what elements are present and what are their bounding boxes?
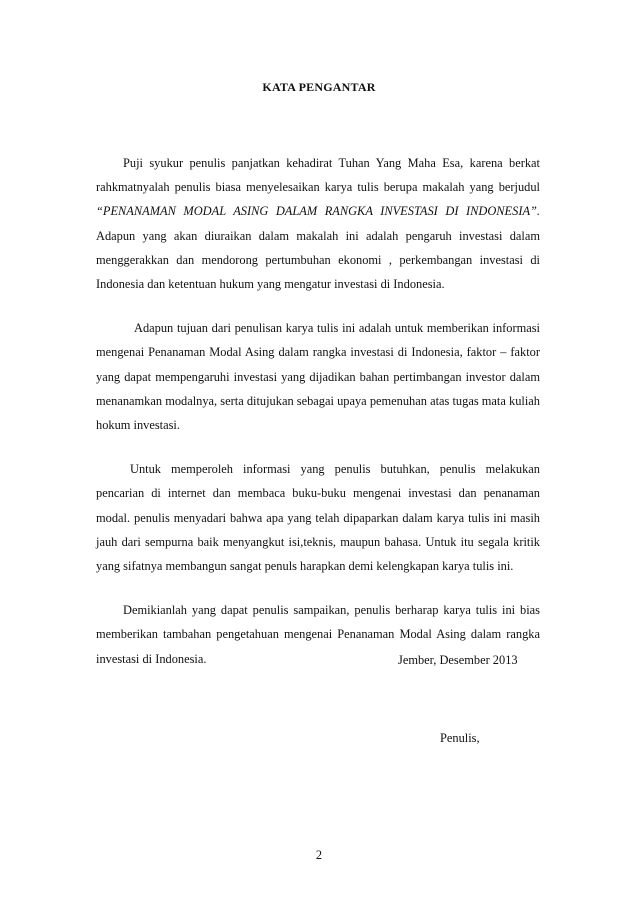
paragraph-intro-text: Puji syukur penulis panjatkan kehadirat Tuhan Yang Maha Esa, karena berkat rahkmatnyalah penulis biasa menyelesaikan karya tulis berupa makalah yang berjudul <box>96 156 540 195</box>
place-date: Jember, Desember 2013 <box>398 653 518 667</box>
paragraph-intro <box>96 151 540 296</box>
paragraph-method: Untuk memperoleh informasi yang penulis butuhkan, penulis melakukan pencarian di internet dan membaca buku-buku mengenai investasi dan penanaman modal. penulis menyadari bahwa apa yang telah dipaparkan dalam karya tulis ini masih jauh dari sempurna baik menyangkut isi,teknis, maupun bahasa. Untuk itu segala kritik yang sifatnya membangun sangat penuls harapkan demi kelengkapan karya tulis ini. <box>96 462 540 574</box>
page-title: KATA PENGANTAR <box>262 80 376 94</box>
signature-label: Penulis, <box>440 731 480 745</box>
body-text <box>96 151 540 671</box>
paragraph-closing: Demikianlah yang dapat penulis sampaikan, penulis berharap karya tulis ini bias memberikan tambahan pengetahuan mengenai Penanaman Modal Asing dalam rangka investasi di Indonesia. <box>96 603 540 666</box>
page-number: 2 <box>315 848 323 862</box>
paragraph-purpose: Adapun tujuan dari penulisan karya tulis ini adalah untuk memberikan informasi mengenai Penanaman Modal Asing dalam rangka investasi di Indonesia, faktor – faktor yang dapat mempengaruhi investasi yang dijadikan bahan pertimbangan investor dalam menanamkan modalnya, serta ditujukan sebagai upaya pemenuhan atas tugas mata kuliah hokum investasi. <box>96 321 540 433</box>
paragraph-intro-text-continued: Adapun yang akan diuraikan dalam makalah ini adalah pengaruh investasi dalam menggerakkan dan mendorong pertumbuhan ekonomi , perkembangan investasi di Indonesia dan ketentuan hukum yang mengatur investasi di Indonesia. <box>96 228 540 292</box>
makalah-title: “PENANAMAN MODAL ASING DALAM RANGKA INVESTASI DI INDONESIA”. <box>96 204 540 219</box>
